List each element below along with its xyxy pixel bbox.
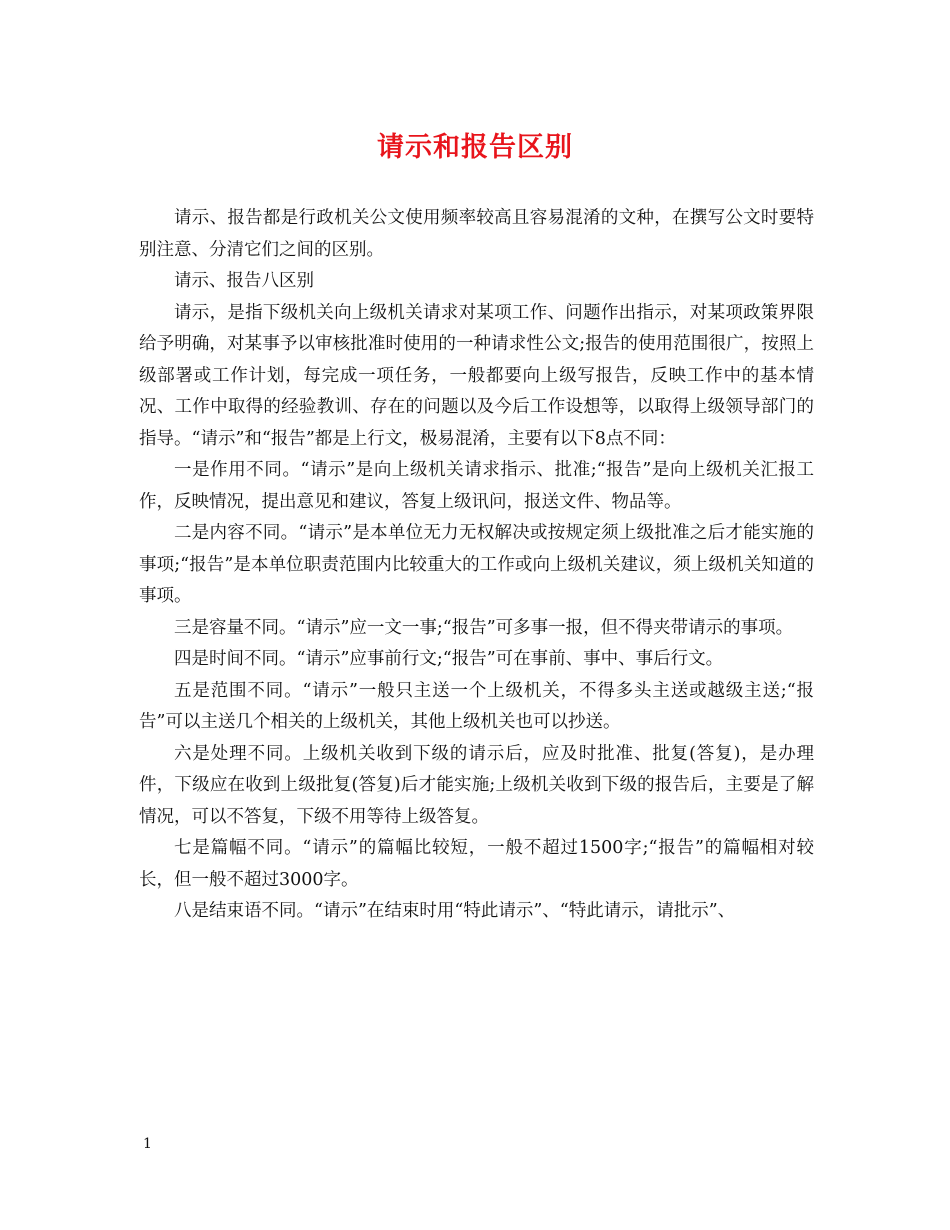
paragraph: 请示，是指下级机关向上级机关请求对某项工作、问题作出指示，对某项政策界限给予明确，对某事予以审核批准时使用的一种请求性公文;报告的使用范围很广，按照上级部署或工作计划，每完成一项任务，一般都要向上级写报告，反映工作中的基本情况、工作中取得的经验教训、存在的问题以及今后工作设想等，以取得上级领导部门的指导。“请示”和“报告”都是上行文，极易混淆，主要有以下8点不同： (139, 302, 814, 449)
paragraph: 请示、报告都是行政机关公文使用频率较高且容易混淆的文种，在撰写公文时要特别注意、分清它们之间的区别。 (139, 208, 814, 260)
paragraph: 六是处理不同。上级机关收到下级的请示后，应及时批准、批复(答复)，是办理件，下级应在收到上级批复(答复)后才能实施;上级机关收到下级的报告后，主要是了解情况，可以不答复，下级不用等待上级答复。 (139, 743, 814, 827)
paragraph: 三是容量不同。“请示”应一文一事;“报告”可多事一报，但不得夹带请示的事项。 (174, 617, 794, 638)
paragraph: 五是范围不同。“请示”一般只主送一个上级机关，不得多头主送或越级主送;“报告”可以主送几个相关的上级机关，其他上级机关也可以抄送。 (139, 680, 814, 732)
paragraph: 一是作用不同。“请示”是向上级机关请求指示、批准;“报告”是向上级机关汇报工作，反映情况，提出意见和建议，答复上级讯问，报送文件、物品等。 (139, 460, 814, 512)
paragraph: 八是结束语不同。“请示”在结束时用“特此请示”、“特此请示，请批示”、 (174, 901, 736, 921)
page-number: 1 (143, 1136, 152, 1152)
paragraph: 七是篇幅不同。“请示”的篇幅比较短，一般不超过1500字;“报告”的篇幅相对较长，但一般不超过3000字。 (139, 838, 814, 890)
document-title: 请示和报告区别 (377, 132, 573, 163)
paragraph: 二是内容不同。“请示”是本单位无力无权解决或按规定须上级批准之后才能实施的事项;“报告”是本单位职责范围内比较重大的工作或向上级机关建议，须上级机关知道的事项。 (139, 523, 814, 606)
document-body (139, 203, 814, 928)
paragraph: 请示、报告八区别 (174, 271, 314, 291)
paragraph: 四是时间不同。“请示”应事前行文;“报告”可在事前、事中、事后行文。 (174, 649, 724, 669)
